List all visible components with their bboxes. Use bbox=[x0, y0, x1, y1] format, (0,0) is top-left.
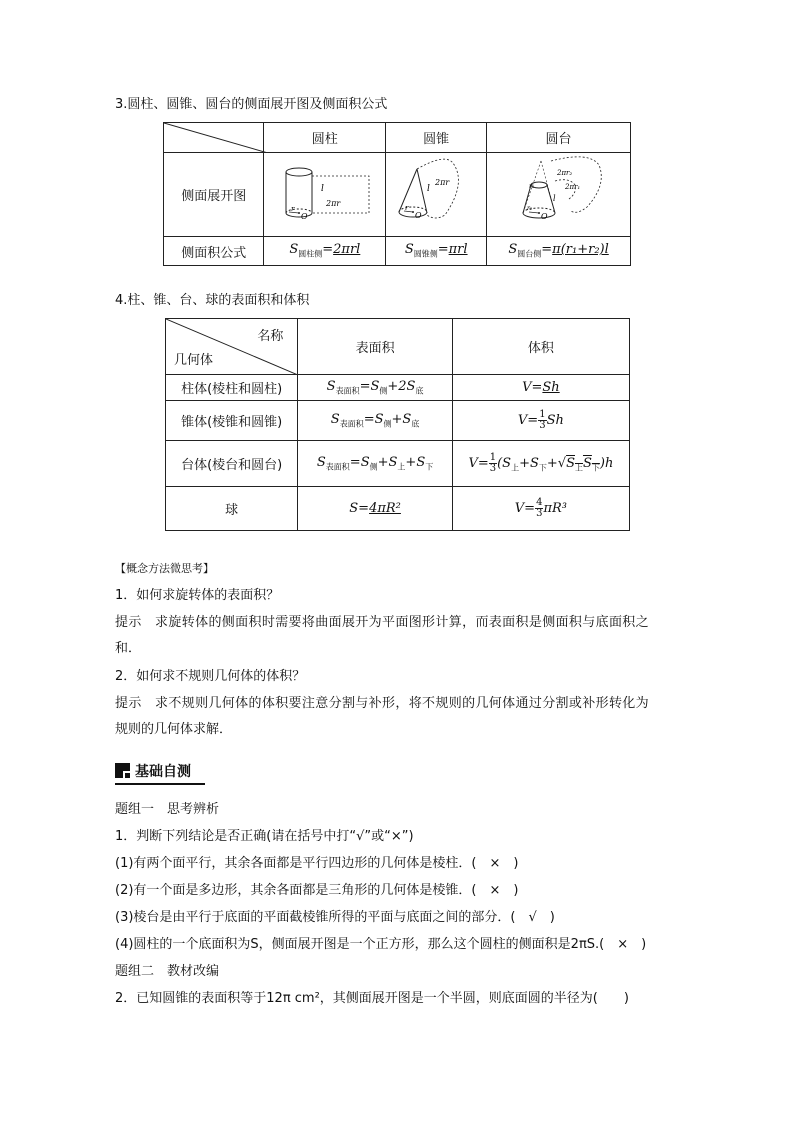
volume-formula: V= $\frac{1}{3}$ $(S_上+S_下+√S_上S_下)h$ bbox=[452, 441, 629, 487]
list-item: (4)圆柱的一个底面积为S，侧面展开图是一个正方形，那么这个圆柱的侧面积是2πS.( × ) bbox=[115, 937, 647, 952]
frustum-label-o: O bbox=[540, 211, 548, 221]
volume-formula: V= $\frac{4}{3}$ πR³ bbox=[452, 487, 629, 531]
frustum-formula: $S_{圆台侧}=\pi(r_1+r_2)l$ bbox=[487, 237, 631, 266]
col-frustum: 圆台 bbox=[487, 123, 631, 153]
cone-label-2pir: 2πr bbox=[435, 177, 450, 187]
label-2pir: 2πr bbox=[325, 198, 340, 208]
table-row bbox=[166, 401, 630, 441]
group2-heading: 题组二 教材改编 bbox=[115, 964, 220, 979]
square-block-icon bbox=[115, 763, 130, 778]
think-a1-line1: 提示 求旋转体的侧面积时需要将曲面展开为平面图形计算，而表面积是侧面积与底面积之 bbox=[115, 615, 650, 630]
volume-formula: V= $\frac{1}{3}$ Sh bbox=[452, 401, 629, 441]
list-item: (2)有一个面是多边形，其余各面都是三角形的几何体是棱锥．( × ) bbox=[115, 883, 519, 898]
frustum-net-figure bbox=[489, 155, 629, 235]
table-row bbox=[166, 375, 630, 401]
cylinder-net-figure bbox=[266, 155, 384, 235]
selftest-heading: 基础自测 bbox=[135, 764, 191, 780]
cylinder-formula: $S_{圆柱侧}=2\pi rl$ bbox=[264, 237, 386, 266]
diagonal-line bbox=[164, 123, 268, 153]
table-row bbox=[166, 487, 630, 531]
section4-title: 4.柱、锥、台、球的表面积和体积 bbox=[115, 293, 310, 308]
table-row bbox=[166, 441, 630, 487]
frustum-label-2pir1: 2πr₁ bbox=[564, 182, 580, 191]
frustum-net-diagram bbox=[487, 153, 631, 237]
lateral-area-table bbox=[163, 122, 631, 266]
think-q2: 2．如何求不规则几何体的体积？ bbox=[115, 669, 306, 684]
think-heading: 【概念方法微思考】 bbox=[115, 562, 214, 575]
selftest-underline bbox=[115, 783, 205, 785]
cylinder-net-diagram bbox=[264, 153, 386, 237]
corner-cell bbox=[164, 123, 264, 153]
col-cone: 圆锥 bbox=[386, 123, 487, 153]
surface-formula: $S_{表面积}=S_侧+S_底$ bbox=[298, 401, 452, 441]
row-formula-label: 侧面积公式 bbox=[164, 237, 264, 266]
cone-net-diagram bbox=[386, 153, 487, 237]
row-net-label: 侧面展开图 bbox=[164, 153, 264, 237]
selftest-q2: 2．已知圆锥的表面积等于12π cm²，其侧面展开图是一个半圆，则底面圆的半径为( ) bbox=[115, 991, 629, 1006]
frustum-label-l: l bbox=[552, 193, 556, 203]
row-name: 台体(棱台和圆台) bbox=[166, 441, 298, 487]
think-a1-line2: 和． bbox=[115, 641, 142, 656]
col-surface-area: 表面积 bbox=[298, 319, 452, 375]
section3-title: 3.圆柱、圆锥、圆台的侧面展开图及侧面积公式 bbox=[115, 97, 388, 112]
row-name: 柱体(棱柱和圆柱) bbox=[166, 375, 298, 401]
row-name: 锥体(棱锥和圆锥) bbox=[166, 401, 298, 441]
cone-formula: $S_{圆锥侧}=\pi rl$ bbox=[386, 237, 487, 266]
header-corner-cell bbox=[166, 319, 298, 375]
col-cylinder: 圆柱 bbox=[264, 123, 386, 153]
surface-formula: $S_{表面积}=S_侧+S_上+S_下$ bbox=[298, 441, 452, 487]
header-name: 名称 bbox=[257, 329, 284, 344]
surface-formula: S=4πR² bbox=[298, 487, 452, 531]
label-l: l bbox=[320, 183, 324, 194]
surface-volume-table bbox=[165, 318, 630, 531]
list-item: (1)有两个面平行，其余各面都是平行四边形的几何体是棱柱．( × ) bbox=[115, 856, 519, 871]
surface-formula: $S_{表面积}=S_侧+2S_底$ bbox=[298, 375, 452, 401]
label-r: r bbox=[290, 204, 295, 213]
cone-label-o: O bbox=[415, 210, 422, 220]
cone-label-l: l bbox=[427, 183, 431, 194]
volume-formula: V=Sh bbox=[452, 375, 629, 401]
header-body: 几何体 bbox=[174, 353, 214, 368]
frustum-label-r1: r₁ bbox=[528, 182, 534, 190]
group1-heading: 题组一 思考辨析 bbox=[115, 802, 220, 817]
selftest-q1: 1．判断下列结论是否正确(请在括号中打“√”或“×”) bbox=[115, 829, 414, 844]
row-name: 球 bbox=[166, 487, 298, 531]
think-a2-line2: 规则的几何体求解． bbox=[115, 722, 233, 737]
think-q1: 1．如何求旋转体的表面积？ bbox=[115, 588, 280, 603]
list-item: (3)棱台是由平行于底面的平面截棱锥所得的平面与底面之间的部分．( √ ) bbox=[115, 910, 555, 925]
frustum-label-r2: r₂ bbox=[526, 204, 532, 212]
col-volume: 体积 bbox=[452, 319, 629, 375]
frustum-label-2pir2: 2πr₂ bbox=[556, 168, 572, 177]
think-a2-line1: 提示 求不规则几何体的体积要注意分割与补形，将不规则的几何体通过分割或补形转化为 bbox=[115, 696, 650, 711]
cone-net-figure bbox=[387, 155, 485, 235]
label-o: O bbox=[300, 211, 308, 221]
cone-label-r: r bbox=[405, 203, 409, 212]
